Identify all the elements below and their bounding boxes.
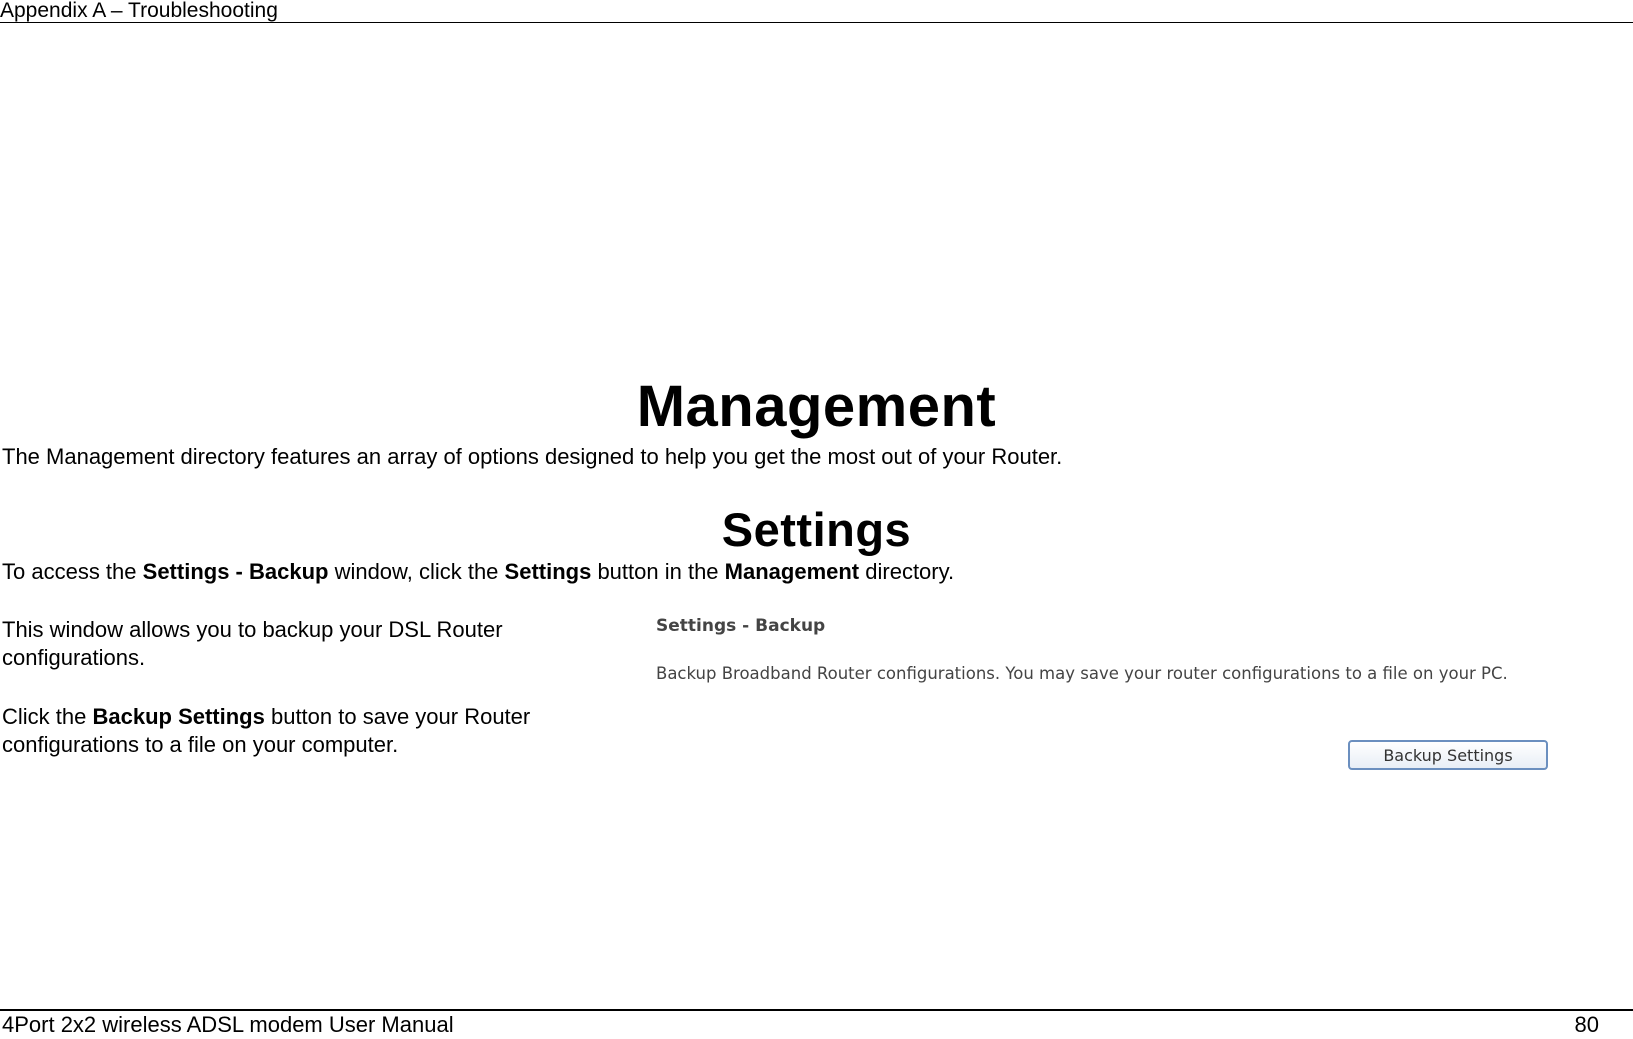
access-text-3: button in the bbox=[591, 559, 725, 584]
settings-backup-screenshot bbox=[656, 612, 1561, 772]
backup-settings-button[interactable]: Backup Settings bbox=[1348, 740, 1548, 770]
intro-paragraph: The Management directory features an array of options designed to help you get the most out of your Router. bbox=[2, 444, 1063, 469]
access-paragraph bbox=[2, 558, 954, 586]
access-bold-settings: Settings bbox=[504, 559, 592, 584]
page-footer bbox=[0, 1009, 1633, 1039]
access-text-1: To access the bbox=[2, 559, 143, 584]
access-bold-management: Management bbox=[724, 559, 860, 584]
description-paragraph-1: This window allows you to backup your DSL Router configurations. bbox=[2, 617, 503, 670]
desc2-text-2: button to save your Router configurations to a file on your computer. bbox=[2, 704, 531, 757]
page-header bbox=[0, 0, 1633, 23]
screenshot-title: Settings - Backup bbox=[656, 616, 826, 636]
section-heading-settings: Settings bbox=[721, 503, 912, 556]
header-text: Appendix A – Troubleshooting bbox=[0, 0, 278, 22]
desc2-text-1: Click the bbox=[2, 704, 93, 729]
footer-manual-title: 4Port 2x2 wireless ADSL modem User Manual bbox=[2, 1012, 454, 1037]
page-title: Management bbox=[636, 374, 997, 439]
access-bold-settings-backup: Settings - Backup bbox=[142, 559, 329, 584]
description-paragraph-2 bbox=[2, 703, 622, 759]
desc2-bold-backup-settings: Backup Settings bbox=[92, 704, 265, 729]
page-number: 80 bbox=[1574, 1012, 1599, 1037]
access-text-2: window, click the bbox=[328, 559, 505, 584]
access-text-4: directory. bbox=[859, 559, 955, 584]
screenshot-description: Backup Broadband Router configurations. You may save your router configurations to a file on your PC. bbox=[656, 664, 1508, 683]
